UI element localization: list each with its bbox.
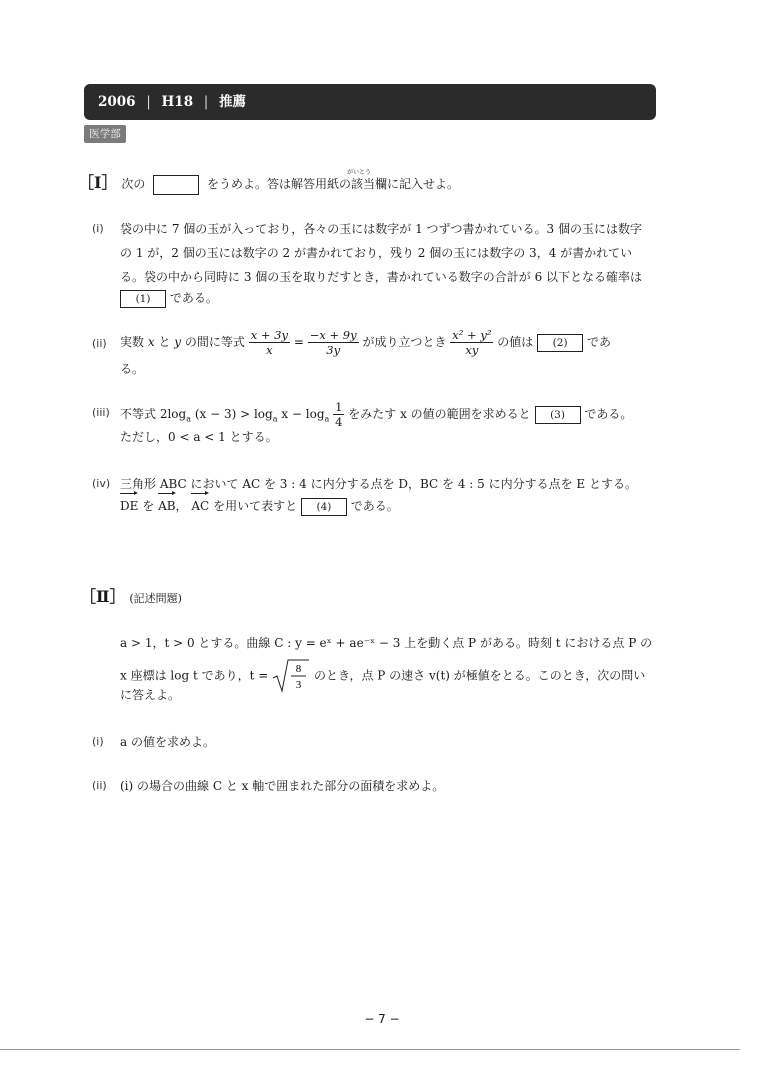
section2-heading — [80, 588, 182, 608]
answer-box-4: (4) — [301, 498, 347, 516]
q4-text-a: を — [142, 499, 155, 513]
fraction-3-num: x² + y² — [452, 328, 492, 342]
q3-text-a: 不等式 2log — [120, 407, 187, 421]
vector-ac: AC — [191, 499, 210, 513]
q1-line-1: 袋の中に 7 個の玉が入っており，各々の玉には数字が 1 つずつ書かれている。3 個の玉には数字 — [120, 222, 642, 236]
quarter-den: 4 — [335, 415, 343, 429]
section2-q1-text: a の値を求めよ。 — [120, 735, 215, 749]
answer-box-3: (3) — [535, 406, 581, 424]
q4-text-b: ， — [175, 499, 188, 513]
section2-text-a: x 座標は log t であり，t = — [120, 668, 269, 683]
footer-divider — [0, 1049, 740, 1050]
q4-number: (iv) — [92, 477, 111, 490]
vector-de: DE — [120, 499, 139, 513]
q1-number: (i) — [92, 222, 104, 235]
section1-intro-a: 次の — [121, 177, 146, 191]
header-year: 2006 — [98, 94, 136, 110]
exam-header-bar — [84, 84, 656, 120]
q2-text-e: の値は — [497, 335, 534, 349]
fraction-2 — [308, 328, 359, 357]
q3-text-b: (x − 3) > log — [194, 407, 273, 421]
fraction-3 — [450, 328, 493, 357]
q2-line-1 — [120, 328, 611, 357]
header-separator: | — [146, 94, 151, 110]
header-separator-2: | — [203, 94, 209, 110]
fraction-2-num: −x + 9y — [309, 328, 357, 342]
q2-text-b: と — [158, 335, 171, 349]
q1-line-3: る。袋の中から同時に 3 個の玉を取りだすとき，書かれている数字の合計が 6 以下となる確率は — [120, 270, 643, 284]
quarter-num: 1 — [335, 400, 343, 414]
section2-para-line-3: に答えよ。 — [120, 688, 181, 702]
blank-box — [153, 175, 199, 195]
sqrt-expression — [272, 658, 310, 694]
section2-mark: ［Ⅱ］ — [80, 587, 126, 606]
q2-number: (ii) — [92, 337, 107, 350]
q4-line-1: 三角形 ABC において AC を 3 : 4 に内分する点を D，BC を 4 : 5 に内分する点を E とする。 — [120, 477, 637, 491]
log-base-2: a — [272, 414, 278, 424]
q2-text-d: が成り立つとき — [362, 335, 447, 349]
q3-text-d: をみたす x の値の範囲を求めると — [348, 407, 531, 421]
q1-line-2: の 1 が，2 個の玉には数字の 2 が書かれており，残り 2 個の玉には数字の 3，4 が書かれてい — [120, 246, 633, 260]
section2-q2-text: (i) の場合の曲線 C と x 軸で囲まれた部分の面積を求めよ。 — [120, 779, 445, 793]
vector-ab: AB — [158, 499, 176, 513]
section1-intro — [78, 174, 459, 195]
log-base-3: a — [324, 414, 330, 424]
q3-number: (iii) — [92, 406, 110, 419]
equals-sign: = — [293, 335, 304, 349]
fraction-1 — [249, 328, 290, 357]
section1-mark: ［Ⅰ］ — [78, 173, 118, 192]
q1-answer-line — [120, 289, 218, 308]
fraction-quarter — [333, 400, 344, 429]
answer-box-1: (1) — [120, 290, 166, 308]
log-base-1: a — [186, 414, 191, 424]
section2-label: (記述問題) — [129, 592, 182, 605]
sqrt-denominator: 3 — [295, 679, 302, 691]
q1-tail: である。 — [169, 291, 218, 305]
fraction-1-den: x — [266, 343, 273, 357]
section2-q2-number: (ii) — [92, 779, 107, 792]
department-tag: 医学部 — [84, 125, 126, 143]
section2-para-line-1: a > 1，t > 0 とする。曲線 C : y = eˣ + ae⁻ˣ − 3 上を動く点 P がある。時刻 t における点 P の — [120, 636, 653, 650]
q2-text-f: であ — [586, 335, 611, 349]
q3-text-e: である。 — [584, 407, 633, 421]
section2-text-b: のとき，点 P の速さ v(t) が極値をとる。このとき，次の問い — [313, 668, 646, 683]
q2-text-a: 実数 — [120, 335, 145, 349]
q2-text-c: の間に等式 — [184, 335, 245, 349]
radical-sign-icon — [272, 658, 310, 694]
section2-q1-number: (i) — [92, 735, 104, 748]
q2-var-x: x — [147, 335, 155, 349]
page-number: − 7 − — [364, 1012, 400, 1026]
q2-var-y: y — [174, 335, 182, 349]
section2-para-line-2 — [120, 658, 645, 694]
sqrt-numerator: 8 — [295, 663, 302, 675]
q3-line-1 — [120, 400, 632, 429]
q3-line-2: ただし，0 < a < 1 とする。 — [120, 430, 278, 444]
answer-box-2: (2) — [537, 334, 583, 352]
header-exam-type: 推薦 — [219, 94, 247, 110]
header-era: H18 — [161, 94, 194, 110]
q3-text-c: x − log — [281, 407, 325, 421]
q4-line-2 — [120, 497, 399, 516]
q2-line-2: る。 — [120, 362, 145, 376]
fraction-1-num: x + 3y — [250, 328, 288, 342]
section1-intro-b: をうめよ。答は解答用紙の該当欄に記入せよ。 — [207, 177, 460, 191]
ruby-text: がいとう — [347, 169, 372, 176]
fraction-3-den: xy — [465, 343, 479, 357]
q4-text-c: を用いて表すと — [213, 499, 298, 513]
q4-text-d: である。 — [350, 499, 399, 513]
fraction-2-den: 3y — [326, 343, 341, 357]
